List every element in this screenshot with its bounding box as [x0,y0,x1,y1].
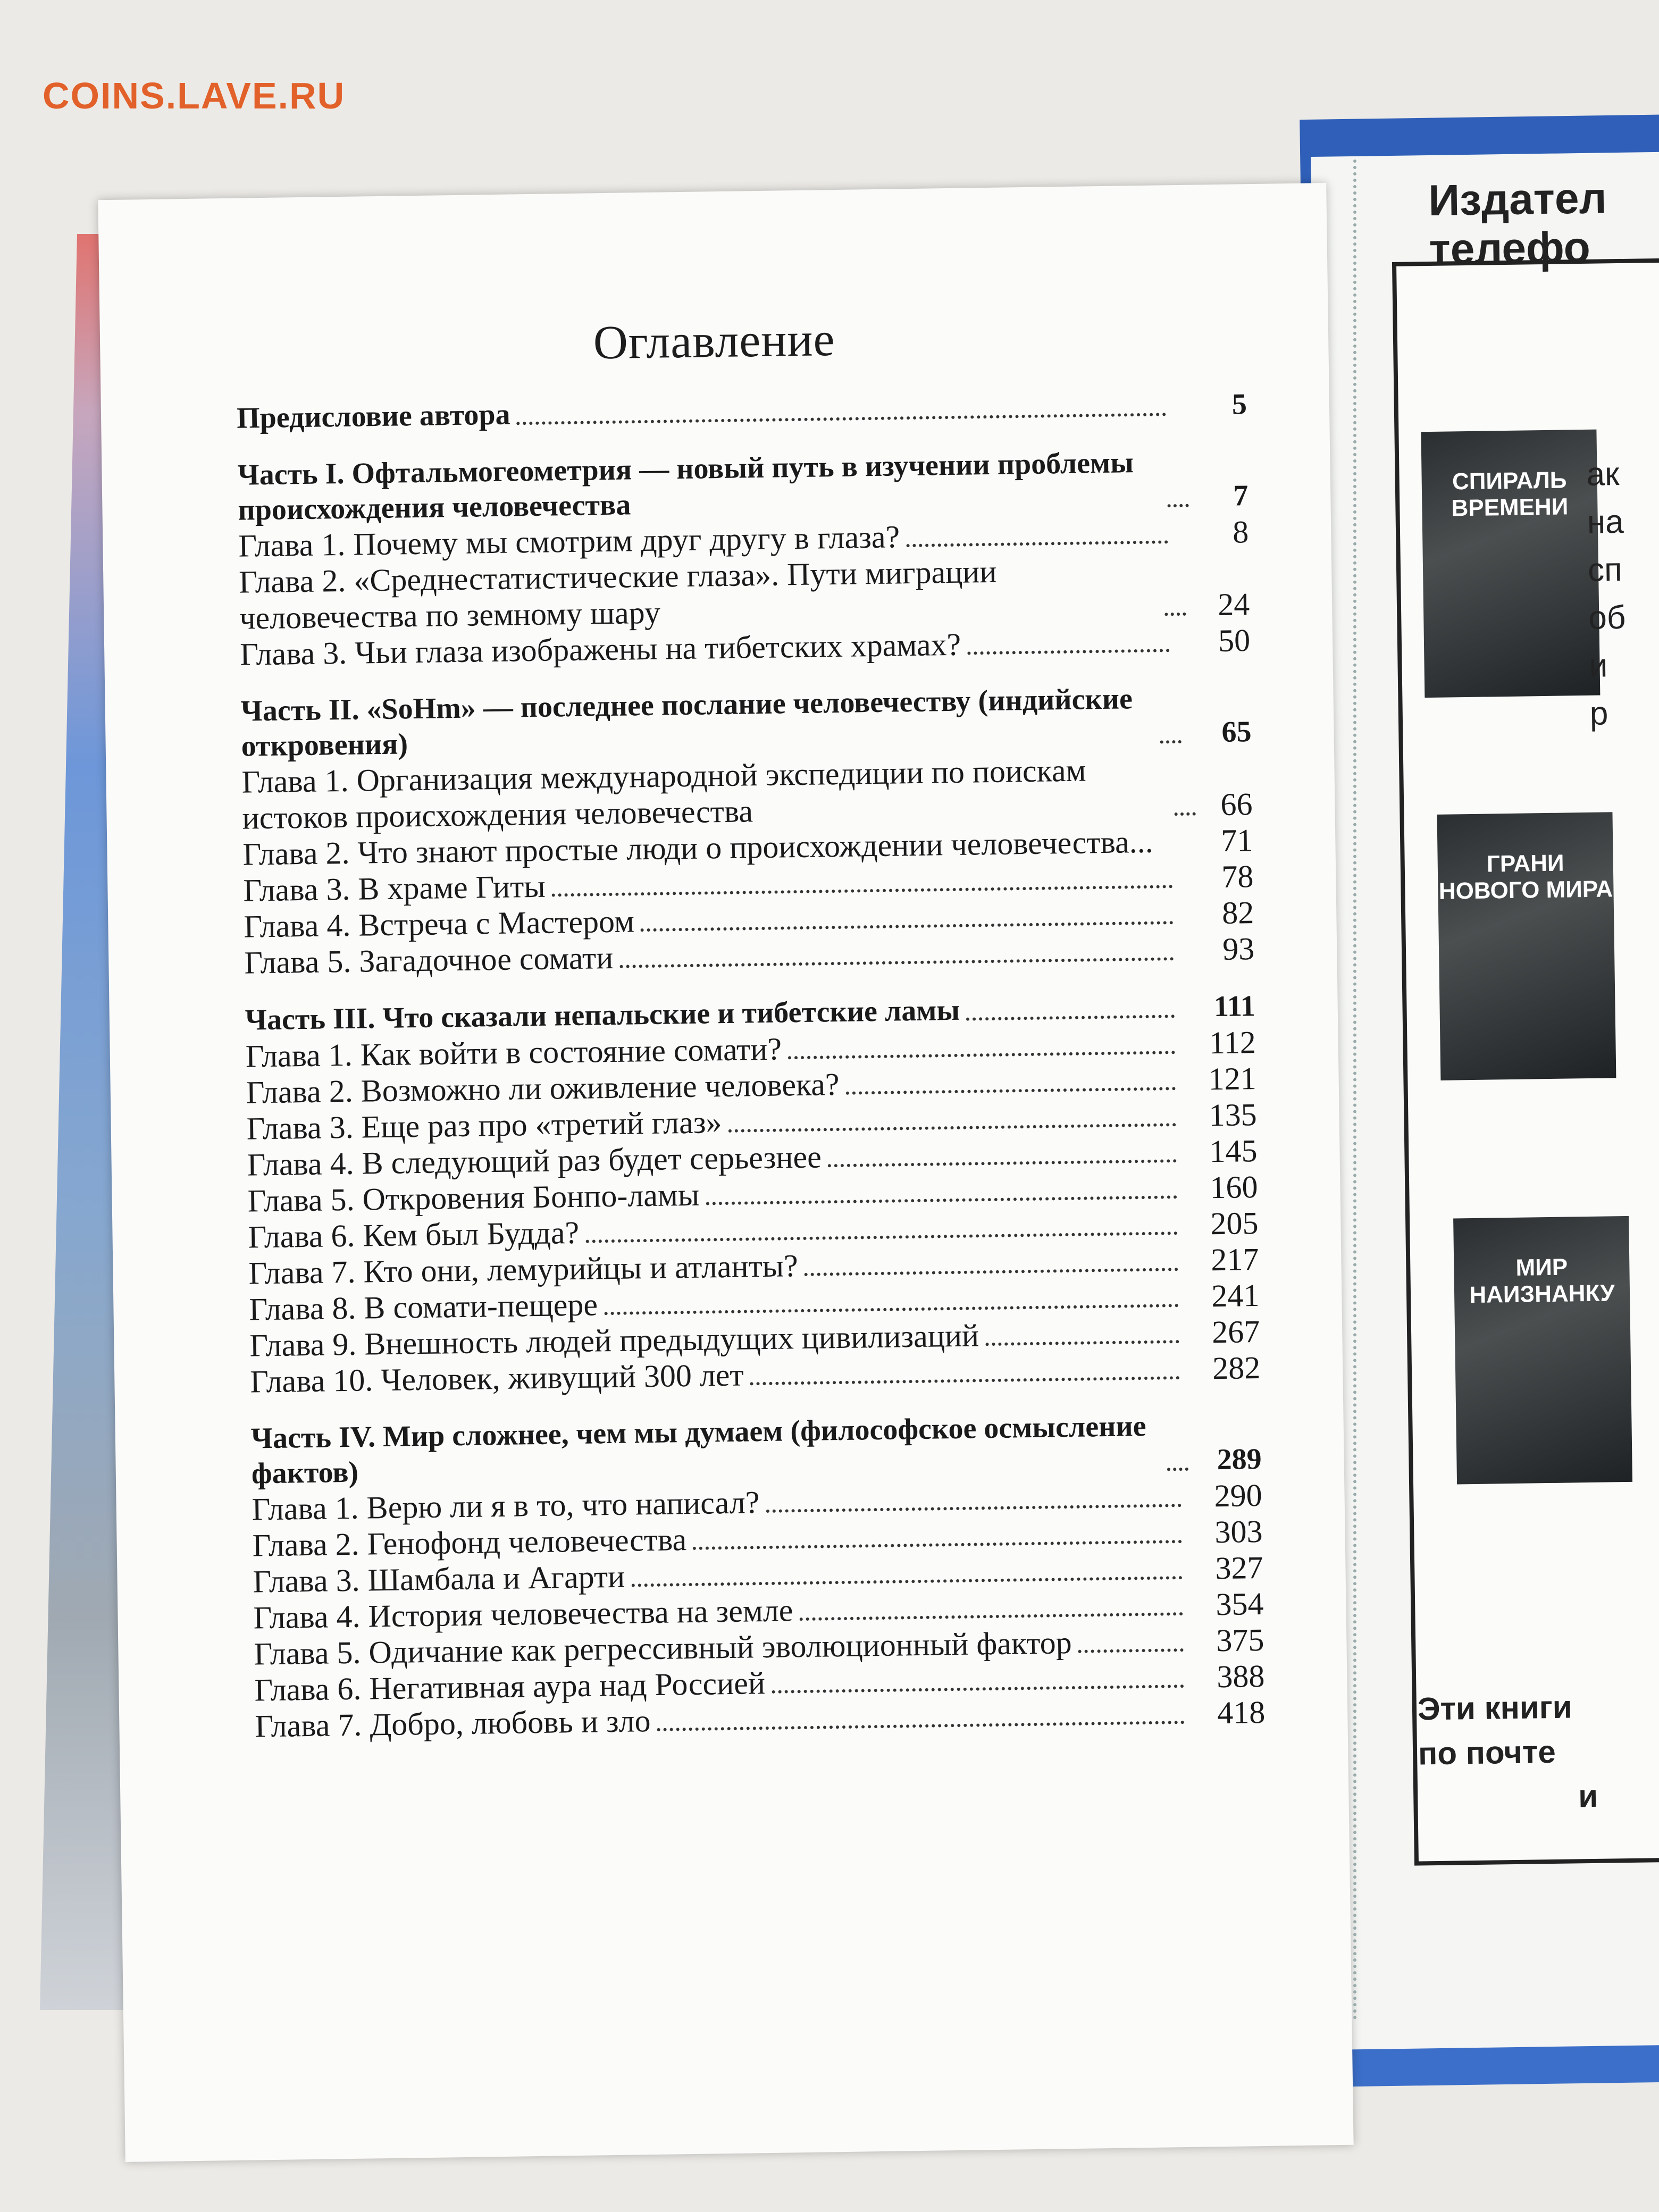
toc-chapter: Глава 2. Возможно ли оживление человека? 121 [246,1061,1257,1110]
toc-chapter: Глава 3. Шамбала и Агарти 327 [253,1549,1263,1599]
toc-part: Часть III. Что сказали непальские и тибетские ламы 111 [245,990,1256,1037]
toc-chapter: Глава 6. Негативная аура над Россией 388 [254,1658,1265,1708]
toc-chapter: Глава 2. Что знают простые люди о происхождении человечества... 71 [242,823,1253,872]
toc-part: Часть IV. Мир сложнее, чем мы думаем (философское осмысление фактов) 289 [250,1410,1262,1490]
ad-side-text: ак на сп об и р [1586,456,1626,732]
toc-chapter: Глава 8. В сомати-пещере 241 [249,1278,1260,1327]
book-cover-spiral: СПИРАЛЬ ВРЕМЕНИ [1421,430,1600,698]
toc-chapter: Глава 3. Еще раз про «третий глаз» 135 [246,1097,1258,1146]
toc-chapter: Глава 5. Одичание как регрессивный эволюционный фактор 375 [254,1622,1264,1672]
toc-chapter: Глава 1. Организация международной экспедиции по поискам истоков происхождения человечества 66 [241,752,1253,836]
toc-chapter: Глава 4. Встреча с Мастером 82 [243,895,1254,944]
toc-chapter: Глава 4. История человечества на земле 354 [253,1586,1264,1636]
toc-chapter: Глава 4. В следующий раз будет серьезнее 145 [247,1133,1258,1183]
table-of-contents-page [98,183,1353,2162]
toc-preface: Предисловие автора 5 [236,388,1247,435]
toc-chapter: Глава 1. Почему мы смотрим друг другу в глаза? 8 [238,514,1249,564]
toc-chapter: Глава 2. «Среднестатистические глаза». Пути миграции человечества по земному шару 24 [238,554,1250,636]
right-page [1311,152,1659,2049]
watermark: COINS.LAVE.RU [43,75,346,116]
toc-chapter: Глава 1. Верю ли я в то, что написал? 290 [252,1477,1263,1527]
toc-chapter: Глава 1. Как войти в состояние сомати? 112 [245,1025,1256,1074]
toc-chapter: Глава 7. Кто они, лемурийцы и атланты? 217 [248,1242,1259,1291]
toc-part: Часть II. «SoHm» — последнее послание человечеству (индийские откровения) 65 [240,682,1252,763]
toc-chapter: Глава 7. Добро, любовь и зло 418 [254,1694,1266,1744]
toc-chapter: Глава 5. Откровения Бонпо-ламы 160 [247,1169,1258,1219]
toc-chapter: Глава 6. Кем был Будда? 205 [248,1205,1259,1255]
toc-chapter: Глава 5. Загадочное сомати 93 [244,931,1255,981]
page-title: Оглавление [593,313,836,370]
toc-part: Часть I. Офтальмогеометрия — новый путь в изучении проблемы происхождения человечества 7 [237,446,1249,527]
toc-chapter: Глава 10. Человек, живущий 300 лет 282 [249,1350,1261,1400]
binding-stitches [1353,160,1362,2021]
toc-chapter: Глава 3. Чьи глаза изображены на тибетских храмах? 50 [239,623,1251,672]
toc-chapter: Глава 9. Внешность людей предыдущих цивилизаций 267 [249,1314,1260,1363]
book-cover-grani: ГРАНИ НОВОГО МИРА [1437,812,1616,1080]
book-cover-mir: МИР НАИЗНАНКУ [1453,1216,1632,1485]
publisher-header: Издател телефо [1428,174,1607,274]
toc-list [237,386,1266,1744]
toc-chapter: Глава 2. Генофонд человечества 303 [252,1513,1263,1563]
toc-chapter: Глава 3. В храме Гиты 78 [243,859,1254,908]
ad-footer-text: Эти книги по почте и [1417,1689,1598,1814]
